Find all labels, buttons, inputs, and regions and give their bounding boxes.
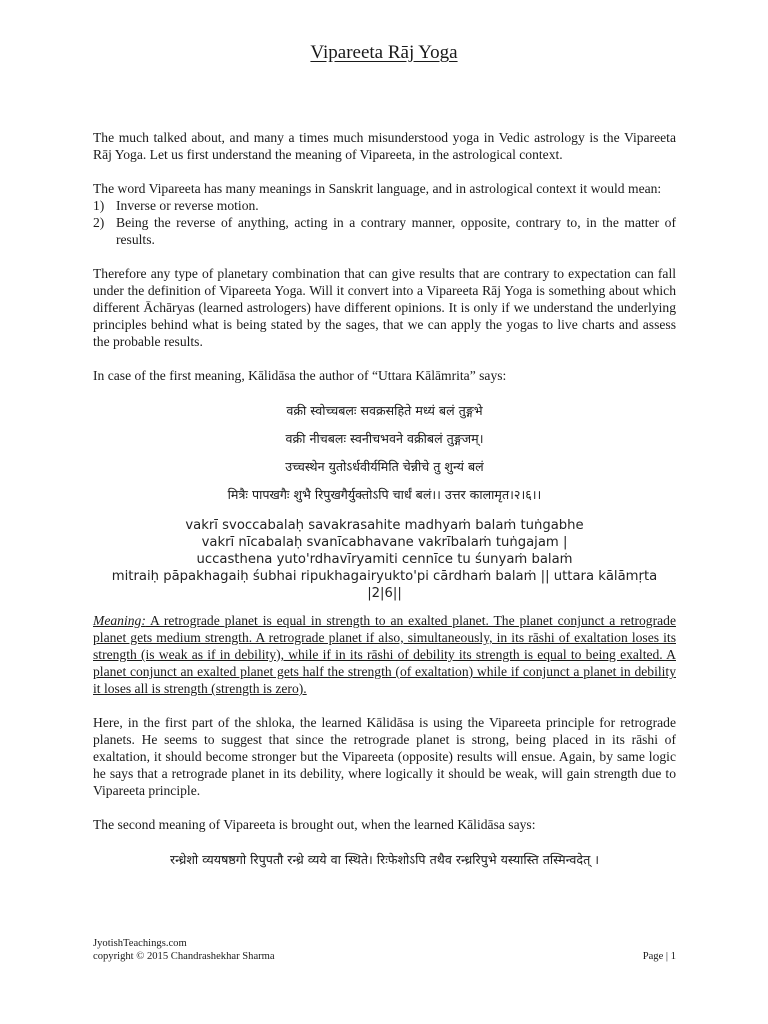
shloka-block	[93, 403, 676, 602]
shloka-devanagari-line: वक्री नीचबलः स्वनीचभवने वक्रीबलं तुङ्गजम्।	[285, 431, 484, 446]
document-body	[93, 129, 676, 868]
shloka-transliteration-line: uccasthena yuto'rdhavīryamiti cennīce tu śunyaṁ balaṁ	[196, 552, 573, 567]
page-number: Page | 1	[642, 951, 676, 962]
footer-site: JyotishTeachings.com	[93, 938, 187, 949]
shloka-transliteration-line: mitraiḥ pāpakhagaiḥ śubhai ripukhagairyukto'pi cārdhaṁ balaṁ || uttara kālāmṛta	[111, 569, 658, 584]
list-number: 2)	[93, 215, 105, 230]
shloka-transliteration-line: vakrī svoccabalaḥ savakrasahite madhyaṁ balaṁ tuṅgabhe	[185, 518, 584, 533]
shloka-devanagari-line: वक्री स्वोच्चबलः सवक्रसहिते मध्यं बलं तुङ्गभे	[286, 403, 483, 418]
meaning-text: A retrograde planet is equal in strength to an exalted planet. The planet conjunct a retrograde planet gets medium strength. A retrograde planet if also, simultaneously, in its rāshi of exaltation loses its strength (is weak as if in debility), while if in its rāshi of debility its strength is equal to being exalted. A planet conjunct an exalted planet gets half the strength (of exaltation) while if conjunct a planet in debility it loses all is strength (strength is zero).	[93, 613, 676, 696]
quote-intro-paragraph: In case of the first meaning, Kālidāsa the author of “Uttara Kālāmrita” says:	[93, 368, 507, 383]
page-footer	[93, 937, 676, 963]
meanings-list	[93, 197, 676, 248]
definition-paragraph: Therefore any type of planetary combination that can give results that are contrary to expectation can fall under the definition of Vipareeta Yoga. Will it convert into a Vipareeta Rāj Yoga is something about which different Āchāryas (learned astrologers) have different opinions. It is only if we understand the underlying principles behind what is being stated by the sages, that we can apply the yogas to live charts and assess the probable results.	[93, 266, 676, 349]
meaning-label: Meaning:	[93, 613, 146, 628]
shloka-devanagari-line: मित्रैः पापखगैः शुभै रिपुखगैर्युक्तोऽपि चार्धं बलं।। उत्तर कालामृत।२।६।।	[227, 487, 542, 502]
explanation-paragraph: Here, in the first part of the shloka, the learned Kālidāsa is using the Vipareeta principle for retrograde planets. He seems to suggest that since the retrograde planet is strong, being placed in its rāshi of exaltation, it should become stronger but the Vipareeta (opposite) results will ensue. Again, by same logic he says that a retrograde planet in its debility, where logically it should be weak, will gain strength due to Vipareeta principle.	[93, 715, 676, 798]
list-text: Inverse or reverse motion.	[116, 198, 259, 213]
page-title: Vipareeta Rāj Yoga	[310, 42, 458, 63]
meaning-paragraph	[93, 612, 676, 697]
intro-paragraph: The much talked about, and many a times much misunderstood yoga in Vedic astrology is the Vipareeta Rāj Yoga. Let us first understand the meaning of Vipareeta, in the astrological context.	[93, 130, 676, 162]
meaning-intro-paragraph: The word Vipareeta has many meanings in Sanskrit language, and in astrological context it would mean:	[93, 181, 662, 196]
list-item	[93, 214, 676, 248]
footer-copyright: copyright © 2015 Chandrashekhar Sharma	[93, 951, 275, 962]
shloka-transliteration-line: vakrī nīcabalaḥ svanīcabhavane vakrībalaṁ tuṅgajam |	[201, 535, 568, 550]
shloka-transliteration-line: |2|6||	[367, 586, 402, 601]
list-text: Being the reverse of anything, acting in a contrary manner, opposite, contrary to, in the matter of results.	[116, 215, 676, 247]
second-shloka-devanagari: रन्ध्रेशो व्ययषष्ठगो रिपुपतौ रन्ध्रे व्यये वा स्थिते। रिःफेशोऽपि तथैव रन्ध्ररिपुभे यस्यास्ति तस्मिन्वदेत् ।	[169, 852, 600, 867]
second-meaning-paragraph: The second meaning of Vipareeta is brought out, when the learned Kālidāsa says:	[93, 817, 536, 832]
list-item	[93, 197, 676, 214]
shloka-devanagari-line: उच्चस्थेन युतोऽर्धवीर्यमिति चेन्नीचे तु शुन्यं बलं	[285, 459, 484, 474]
list-number: 1)	[93, 198, 105, 213]
